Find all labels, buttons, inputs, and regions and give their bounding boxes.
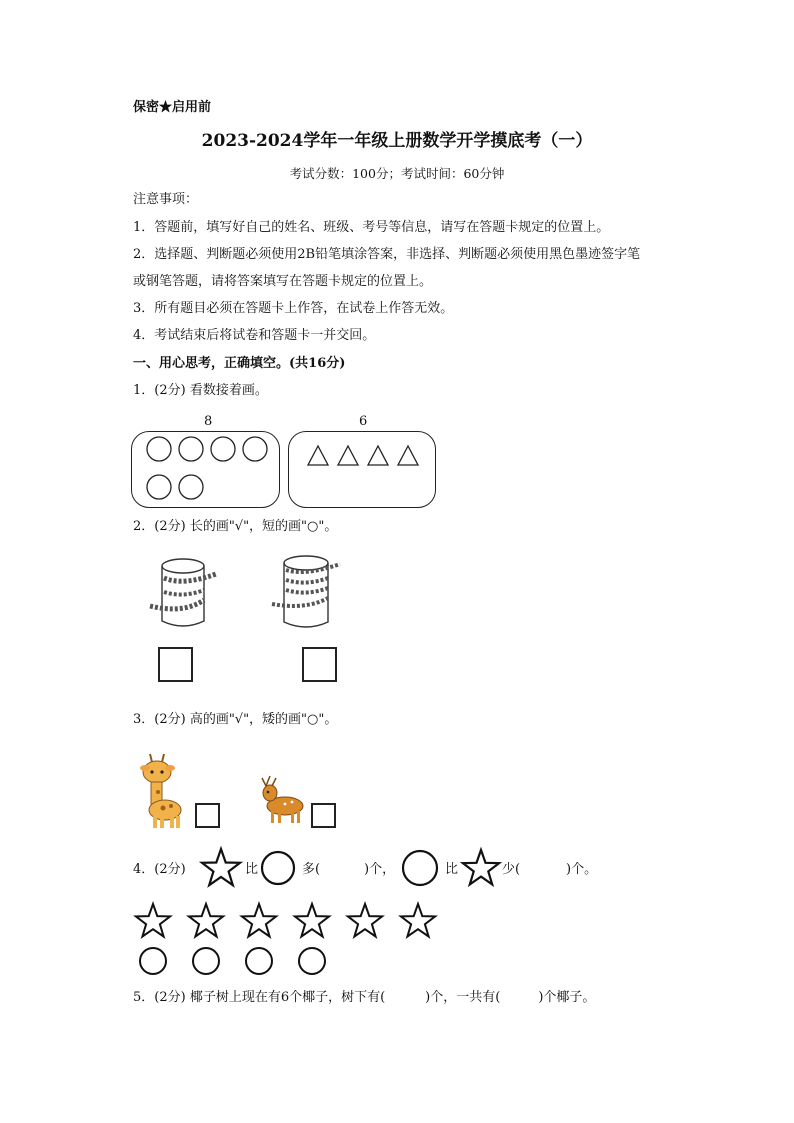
confidential-label: 保密★启用前 [133,100,212,115]
q4-ge-2: )个。 [566,862,598,877]
star-icon [189,904,223,937]
star-icon [202,849,240,885]
circle-icon [246,948,272,974]
circle-icon [262,852,294,884]
q4-bi-2: 比 [445,862,459,877]
q1-right-number: 6 [359,414,368,429]
q4-bi-1: 比 [245,862,259,877]
star-icon [401,904,435,937]
q4-shao: 少( [502,862,521,877]
note-item-1: 1．答题前，填写好自己的姓名、班级、考号等信息，请写在答题卡规定的位置上。 [133,220,610,235]
question-5-text [133,990,595,1006]
question-2-text: 2．(2分) 长的画"√"，短的画"○"。 [133,519,338,534]
q5-part-3: )个椰子。 [538,990,596,1005]
q4-circle-row [140,948,325,974]
star-icon [242,904,276,937]
circle-icon [299,948,325,974]
circle-icon [140,948,166,974]
q4-duo: 多( [302,862,321,877]
circle-icon [403,851,437,885]
star-icon [136,904,170,937]
q4-star-row [136,904,435,937]
q1-left-number: 8 [204,414,213,429]
exam-title: 2023-2024学年一年级上册数学开学摸底考（一） [201,131,593,151]
note-item-2-cont: 或钢笔答题，请将答案填写在答题卡规定的位置上。 [133,274,433,289]
question-4-label: 4．(2分) [133,862,186,877]
note-item-3: 3．所有题目必须在答题卡上作答，在试卷上作答无效。 [133,301,454,316]
section-1-heading: 一、用心思考，正确填空。(共16分) [133,356,346,371]
circle-icon [193,948,219,974]
question-3-text: 3．(2分) 高的画"√"，矮的画"○"。 [133,712,338,727]
question-1-text: 1．(2分) 看数接着画。 [133,383,268,398]
exam-info: 考试分数：100分；考试时间：60分钟 [289,166,505,181]
note-item-2: 2．选择题、判断题必须使用2B铅笔填涂答案，非选择、判断题必须使用黑色墨迹签字笔 [133,247,641,262]
note-item-4: 4．考试结束后将试卷和答题卡一并交回。 [133,328,376,343]
star-icon [295,904,329,937]
q4-ge-1: )个， [364,862,396,877]
star-icon [463,850,499,884]
star-icon [348,904,382,937]
q5-part-1: 5．(2分) 椰子树上现在有6个椰子，树下有( [133,990,386,1005]
notes-heading: 注意事项： [133,192,199,207]
q5-part-2: )个，一共有( [425,990,501,1005]
